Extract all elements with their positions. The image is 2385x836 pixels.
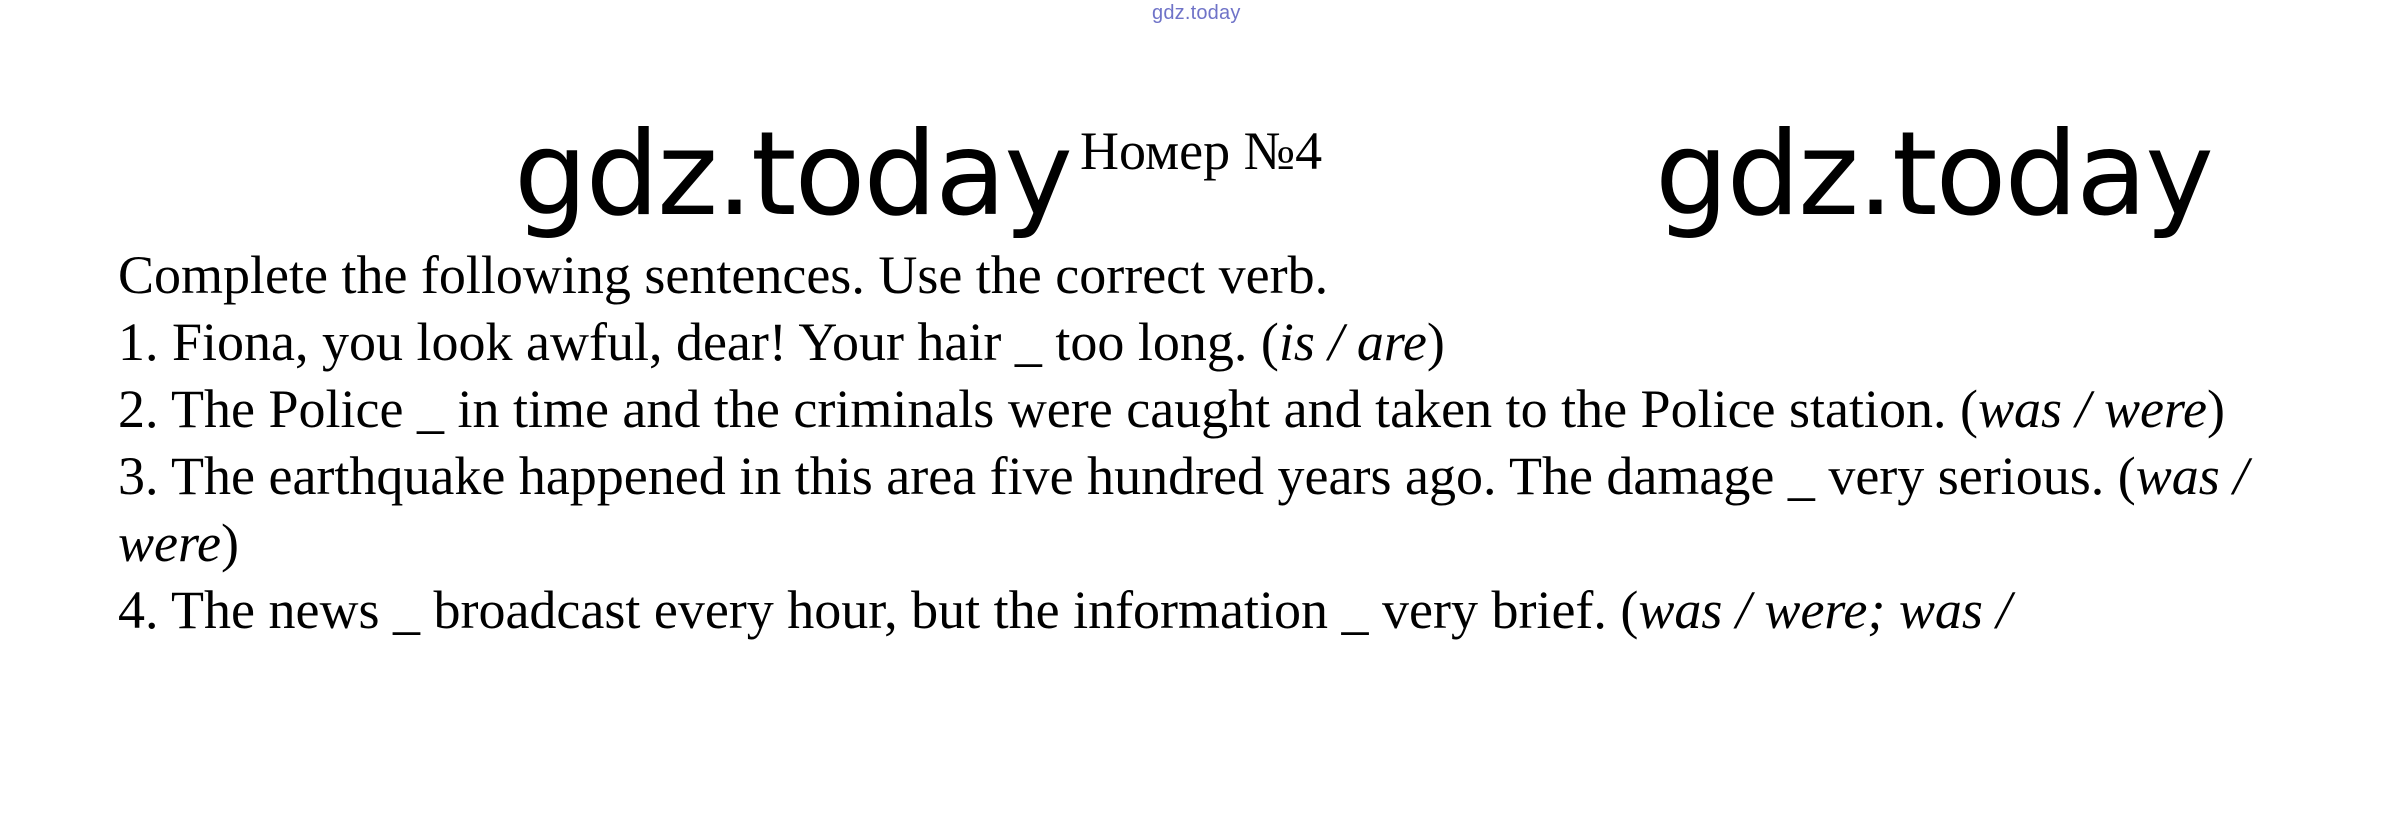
instruction-text: Complete the following sentences. Use the correct verb.: [118, 245, 1329, 305]
top-watermark-text: gdz.today: [1152, 2, 1241, 24]
sentence-2-options: was / were: [1978, 379, 2207, 439]
sentence-4-options: was / were; was /: [1638, 580, 2012, 640]
sentence-1: [118, 309, 2318, 376]
sentence-4-text: 4. The news _ broadcast every hour, but the information _ very brief. (: [118, 580, 1639, 640]
watermark-left-logo: gdz.today: [514, 107, 1071, 242]
sentence-3-options: was / were: [118, 446, 2249, 573]
sentence-2-text: 2. The Police _ in time and the criminals were caught and taken to the Police station. (: [118, 379, 1978, 439]
sentence-3-close: ): [220, 513, 239, 573]
sentence-3: [118, 443, 2318, 577]
exercise-content: [118, 242, 2318, 644]
watermark-right-logo: gdz.today: [1655, 107, 2212, 242]
sentence-1-close: ): [1426, 312, 1445, 372]
sentence-2-close: ): [2207, 379, 2225, 439]
sentence-3-text: 3. The earthquake happened in this area five hundred years ago. The damage _ very serious. (: [118, 446, 2136, 506]
sentence-1-text: 1. Fiona, you look awful, dear! Your hair _ too long. (: [118, 312, 1279, 372]
sentence-1-options: is / are: [1278, 312, 1427, 372]
sentence-2: [118, 376, 2318, 443]
page-title: Номер №4: [1080, 121, 1323, 181]
sentence-4: [118, 577, 2318, 644]
